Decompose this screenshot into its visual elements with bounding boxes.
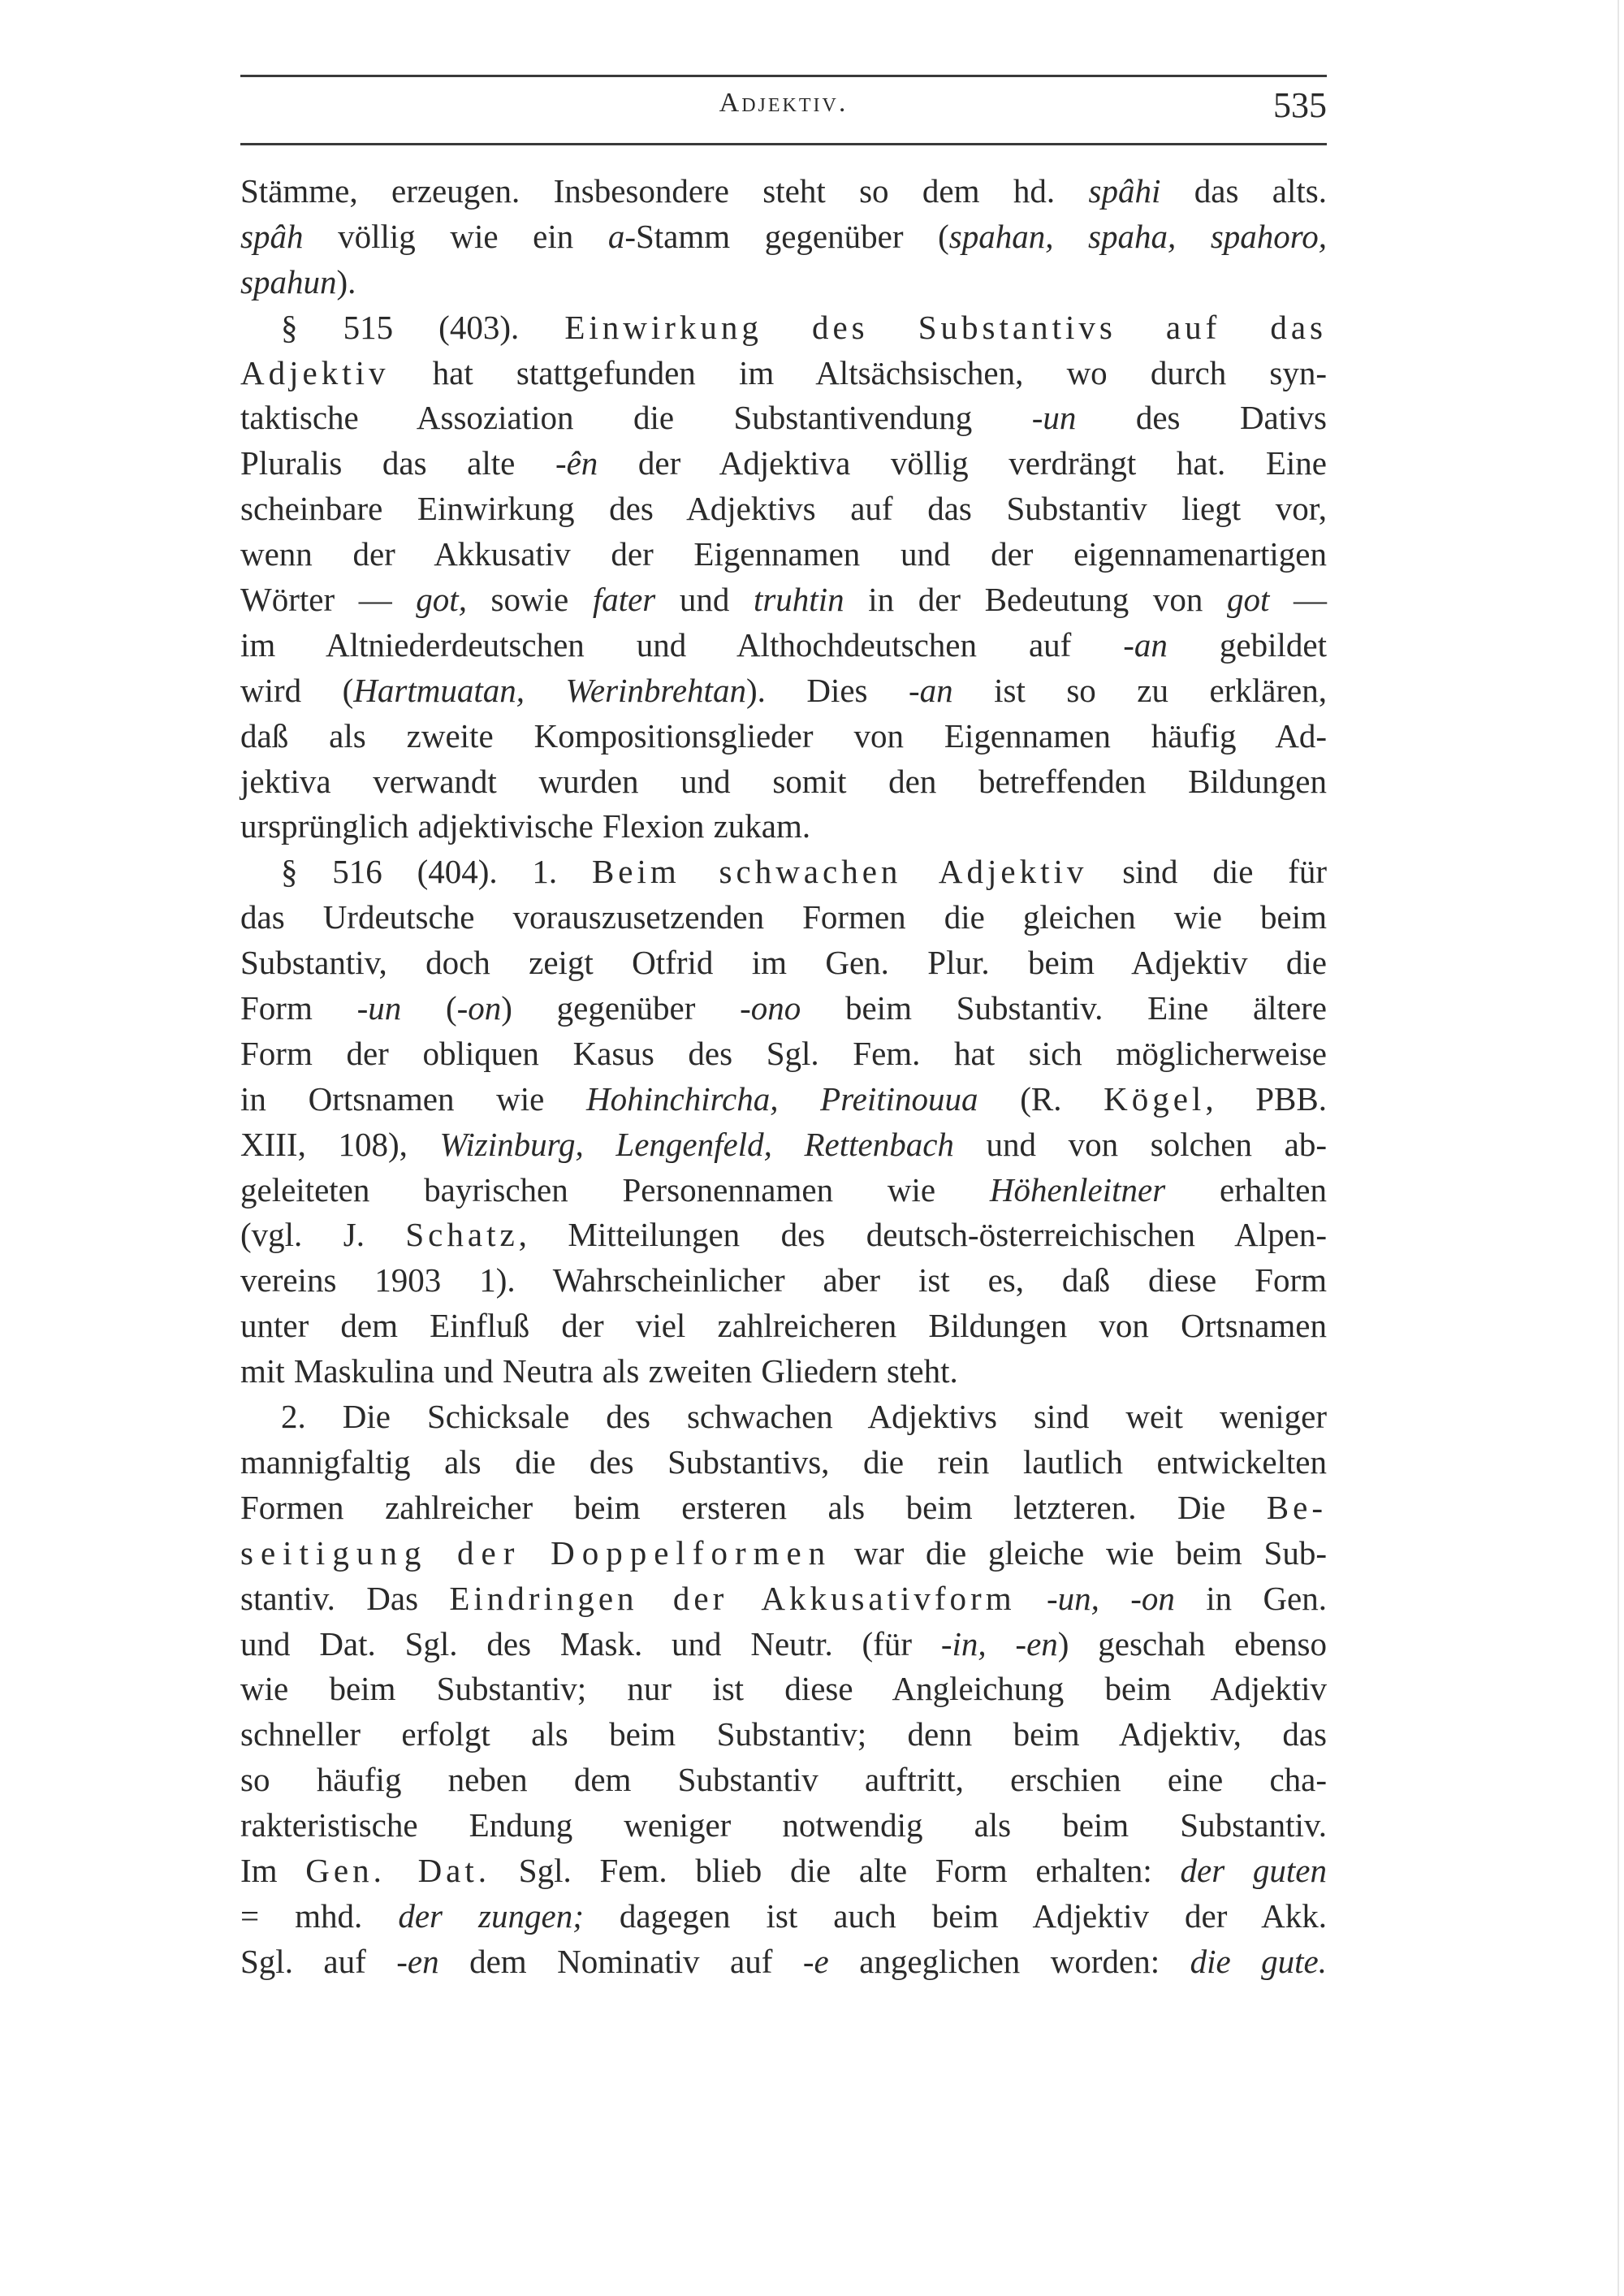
text-segment: gebildet — [1167, 625, 1327, 664]
text-segment: Formen zahlreicher beim ersteren als beim letzteren. Die — [240, 1488, 1267, 1526]
italic-text: die gute. — [1190, 1942, 1328, 1980]
text-line — [240, 895, 1327, 940]
text-segment: Wörter — — [240, 581, 417, 619]
italic-text: spâhi — [1088, 172, 1161, 210]
text-line — [240, 169, 1327, 214]
text-segment: im Altniederdeutschen und Althochdeutschen auf — [240, 625, 1124, 664]
text-line — [240, 1622, 1327, 1667]
text-line — [240, 486, 1327, 532]
spaced-text: Beim schwachen Adjektiv — [591, 853, 1088, 891]
italic-text: -in, -en — [940, 1624, 1058, 1663]
text-line — [240, 1803, 1327, 1848]
text-segment: Form der obliquen Kasus des Sgl. Fem. hat sich möglicherweise — [240, 1034, 1327, 1072]
text-line — [240, 1848, 1327, 1894]
text-segment: war die gleiche wie beim Sub- — [832, 1533, 1327, 1572]
header-rule-bottom — [240, 143, 1327, 145]
italic-text: -un — [1031, 399, 1077, 437]
page-number: 535 — [1273, 85, 1327, 125]
text-line — [240, 1531, 1327, 1576]
text-segment: vereins 1903 1). Wahrscheinlicher aber ist es, daß diese Form — [240, 1261, 1327, 1299]
italic-text: Wizinburg, Lengenfeld, Rettenbach — [439, 1125, 954, 1163]
text-segment: wird ( — [240, 671, 354, 709]
text-segment: stantiv. Das — [240, 1579, 450, 1617]
text-line — [240, 1440, 1327, 1485]
text-segment: ist so zu erklären, — [952, 671, 1328, 709]
text-segment: schneller erfolgt als beim Substantiv; denn beim Adjektiv, das — [240, 1715, 1327, 1753]
text-segment: (vgl. J. — [240, 1216, 406, 1254]
text-segment: dagegen ist auch beim Adjektiv der Akk. — [583, 1896, 1327, 1935]
text-segment: wenn der Akkusativ der Eigennamen und der eigennamenartigen — [240, 535, 1327, 573]
text-line — [240, 668, 1327, 714]
text-line — [240, 1712, 1327, 1758]
spaced-text: Schatz — [405, 1216, 519, 1254]
text-line — [240, 260, 1327, 305]
text-segment: das alts. — [1160, 172, 1327, 210]
text-line — [240, 1349, 1327, 1394]
text-segment: wie beim Substantiv; nur ist diese Angleichung beim Adjektiv — [240, 1670, 1327, 1708]
text-segment: in Ortsnamen wie — [240, 1079, 587, 1118]
text-segment: das Urdeutsche vorauszusetzenden Formen die gleichen wie beim — [240, 898, 1327, 936]
text-segment: ) gegenüber — [501, 989, 741, 1027]
text-segment: Substantiv, doch zeigt Otfrid im Gen. Plur. beim Adjektiv die — [240, 944, 1327, 982]
running-title: Adjektiv. — [719, 88, 849, 118]
text-line — [240, 850, 1327, 895]
text-segment: hat stattgefunden im Altsächsischen, wo durch syn- — [389, 353, 1327, 391]
italic-text: got, — [416, 581, 467, 619]
italic-text: der zungen; — [398, 1896, 584, 1935]
text-segment: jektiva verwandt wurden und somit den betreffenden Bildungen — [240, 762, 1327, 800]
italic-text: spahun — [240, 262, 337, 301]
text-segment: der Adjektiva völlig verdrängt hat. Eine — [598, 444, 1327, 482]
text-segment: , PBB. — [1205, 1079, 1328, 1118]
text-segment: § 515 (403). — [281, 308, 565, 346]
text-segment: und von solchen ab- — [953, 1125, 1327, 1163]
text-line — [240, 1122, 1327, 1168]
text-segment: und — [655, 581, 754, 619]
text-segment: (R. — [978, 1079, 1104, 1118]
text-line — [240, 305, 1327, 351]
italic-text: -ono — [740, 989, 801, 1027]
text-segment: , Mitteilungen des deutsch-österreichischen Alpen- — [518, 1216, 1327, 1254]
text-segment: ). — [336, 262, 356, 301]
italic-text: -un, -on — [1046, 1579, 1175, 1617]
text-segment: völlig wie ein — [303, 217, 608, 255]
spaced-text: Be- — [1266, 1488, 1327, 1526]
header-rule-top — [240, 75, 1327, 77]
text-line — [240, 1758, 1327, 1803]
text-line — [240, 1304, 1327, 1349]
italic-text: -an — [1123, 625, 1168, 664]
text-line — [240, 1576, 1327, 1622]
italic-text: -an — [908, 671, 953, 709]
italic-text: -e — [802, 1942, 829, 1980]
text-segment: angeglichen worden: — [828, 1942, 1190, 1980]
text-segment: rakteristische Endung weniger notwendig als beim Substantiv. — [240, 1806, 1327, 1844]
text-segment: so häufig neben dem Substantiv auftritt, erschien eine cha- — [240, 1761, 1327, 1799]
text-segment: und Dat. Sgl. des Mask. und Neutr. (für — [240, 1624, 941, 1663]
text-segment: Stämme, erzeugen. Insbesondere steht so dem hd. — [240, 172, 1089, 210]
text-line — [240, 1031, 1327, 1077]
text-segment: unter dem Einfluß der viel zahlreicheren Bildungen von Ortsnamen — [240, 1307, 1327, 1345]
text-line — [240, 1485, 1327, 1531]
text-segment: = mhd. — [240, 1896, 399, 1935]
italic-text: -ên — [555, 444, 598, 482]
text-segment: Sgl. Fem. blieb die alte Form erhalten: — [490, 1851, 1181, 1889]
spaced-text: Adjektiv — [240, 353, 390, 391]
text-segment: ursprünglich adjektivische Flexion zukam. — [240, 807, 811, 845]
spaced-text: seitigung der Doppelformen — [240, 1533, 833, 1572]
text-segment: sowie — [466, 581, 593, 619]
text-line — [240, 940, 1327, 986]
text-segment: taktische Assoziation die Substantivendung — [240, 399, 1032, 437]
italic-text: a — [607, 217, 625, 255]
italic-text: Hohinchircha, Preitinouua — [586, 1079, 978, 1118]
text-segment: Sgl. auf — [240, 1942, 397, 1980]
text-segment: scheinbare Einwirkung des Adjektivs auf das Substantiv liegt vor, — [240, 490, 1327, 528]
text-line — [240, 214, 1327, 260]
italic-text: Hartmuatan, Werinbrehtan — [353, 671, 746, 709]
text-segment: Form — [240, 989, 357, 1027]
spaced-text: Kögel — [1104, 1079, 1206, 1118]
text-line — [240, 623, 1327, 668]
text-segment: mit Maskulina und Neutra als zweiten Gliedern steht. — [240, 1352, 958, 1390]
text-segment: beim Substantiv. Eine ältere — [801, 989, 1327, 1027]
text-segment: ) geschah ebenso — [1057, 1624, 1328, 1663]
text-segment: in Gen. — [1174, 1579, 1328, 1617]
italic-text: fater — [592, 581, 656, 619]
text-segment: — — [1269, 581, 1327, 619]
italic-text: got — [1226, 581, 1270, 619]
text-segment: XIII, 108), — [240, 1125, 440, 1163]
text-line — [240, 714, 1327, 759]
spaced-text: Gen. Dat. — [305, 1851, 491, 1889]
text-segment: Im — [240, 1851, 306, 1889]
text-segment: dem Nominativ auf — [438, 1942, 803, 1980]
text-line — [240, 1077, 1327, 1122]
text-segment: Pluralis das alte — [240, 444, 555, 482]
text-line — [240, 441, 1327, 486]
text-line — [240, 1667, 1327, 1712]
text-line — [240, 577, 1327, 623]
text-segment: geleiteten bayrischen Personennamen wie — [240, 1170, 990, 1209]
italic-text: truhtin — [753, 581, 844, 619]
text-line — [240, 351, 1327, 396]
spaced-text: Einwirkung des Substantivs auf das — [564, 308, 1327, 346]
text-line — [240, 532, 1327, 577]
italic-text: -on — [456, 989, 502, 1027]
text-line — [240, 396, 1327, 441]
text-segment: in der Bedeutung von — [844, 581, 1227, 619]
italic-text: Höhenleitner — [989, 1170, 1166, 1209]
italic-text: der guten — [1180, 1851, 1327, 1889]
body-text — [240, 169, 1327, 1985]
text-line — [240, 1394, 1327, 1440]
text-segment: sind die für — [1087, 853, 1327, 891]
italic-text: -en — [396, 1942, 439, 1980]
text-segment — [1016, 1580, 1047, 1617]
text-segment: mannigfaltig als die des Substantivs, die rein lautlich entwickelten — [240, 1442, 1327, 1481]
text-segment: erhalten — [1165, 1170, 1327, 1209]
text-segment: ). Dies — [745, 671, 909, 709]
text-segment: des Dativs — [1076, 399, 1327, 437]
text-segment: -Stamm gegenüber ( — [624, 217, 949, 255]
text-segment: § 516 (404). 1. — [281, 853, 592, 891]
text-line — [240, 1168, 1327, 1213]
text-line — [240, 804, 1327, 850]
text-segment: 2. Die Schicksale des schwachen Adjektivs sind weit weniger — [281, 1398, 1327, 1436]
text-line — [240, 986, 1327, 1031]
spaced-text: Eindringen der Akkusativform — [449, 1579, 1016, 1617]
italic-text: -un — [356, 989, 402, 1027]
text-segment: daß als zweite Kompositionsglieder von Eigennamen häufig Ad- — [240, 716, 1327, 755]
text-line — [240, 1939, 1327, 1985]
text-line — [240, 1213, 1327, 1258]
text-line — [240, 1258, 1327, 1304]
text-line — [240, 759, 1327, 805]
italic-text: spahan, spaha, spahoro, — [948, 217, 1327, 255]
italic-text: spâh — [240, 217, 304, 255]
scan-edge — [1618, 0, 1619, 2296]
text-segment: ( — [401, 989, 457, 1027]
text-line — [240, 1894, 1327, 1939]
